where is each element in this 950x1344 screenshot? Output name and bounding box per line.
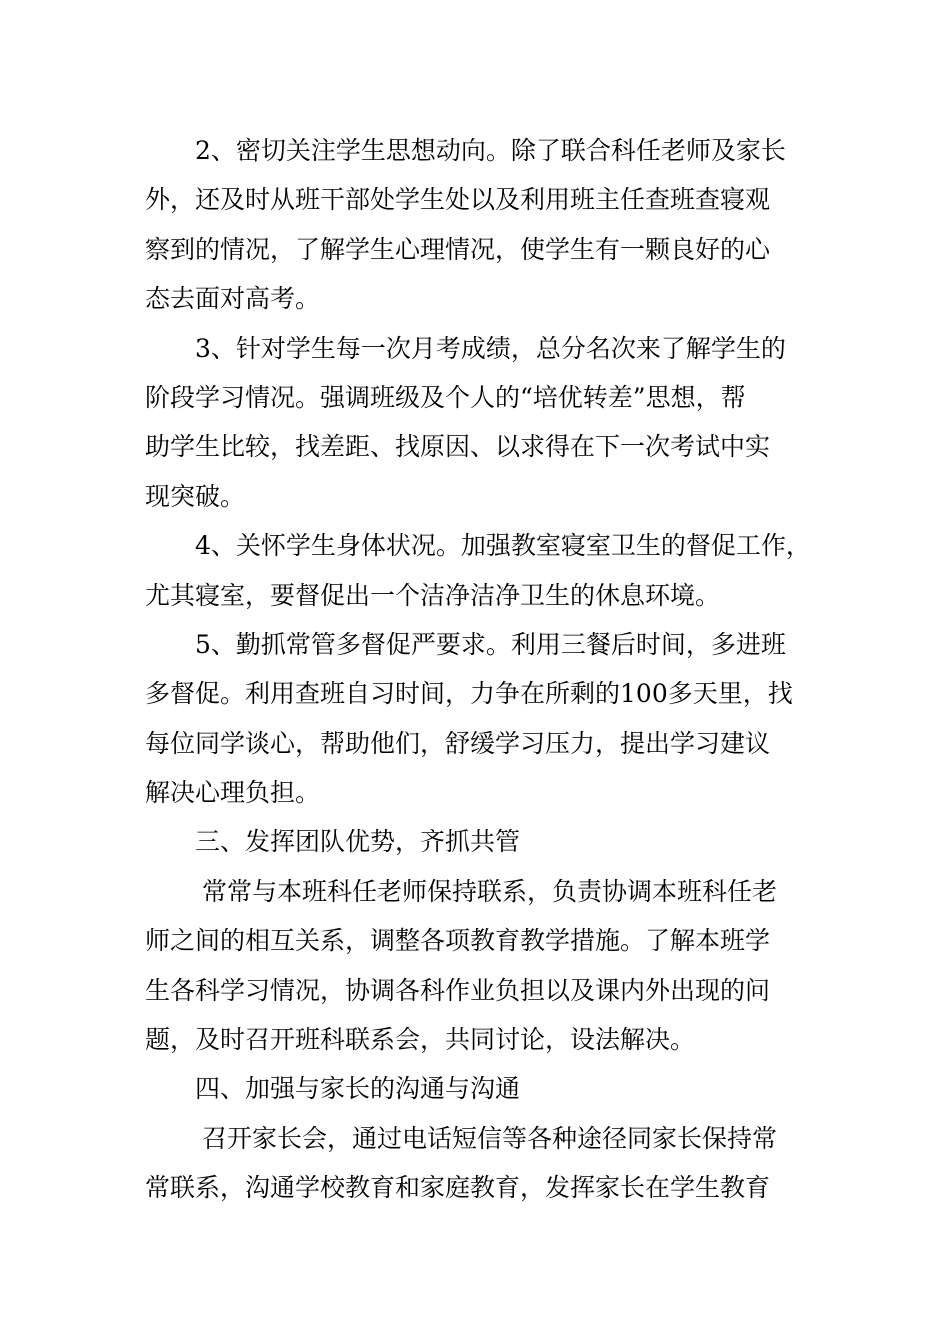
section-heading-3: 三、发挥团队优势，齐抓共管 — [195, 827, 521, 857]
paragraph-2-line-3: 察到的情况，了解学生心理情况，使学生有一颗良好的心 — [145, 234, 771, 264]
paragraph-3-line-1: 3、针对学生每一次月考成绩，总分名次来了解学生的 — [195, 333, 786, 363]
paragraph-5-line-4: 解决心理负担。 — [145, 778, 321, 808]
paragraph-2-line-4: 态去面对高考。 — [145, 284, 321, 314]
section-4-line-2: 常联系，沟通学校教育和家庭教育，发挥家长在学生教育 — [145, 1173, 771, 1203]
section-3-line-3: 生各科学习情况，协调各科作业负担以及课内外出现的问 — [145, 975, 771, 1005]
paragraph-2-line-2: 外，还及时从班干部处学生处以及利用班主任查班查寝观 — [145, 185, 771, 215]
paragraph-3-line-3: 助学生比较，找差距、找原因、以求得在下一次考试中实 — [145, 432, 771, 462]
section-heading-4: 四、加强与家长的沟通与沟通 — [195, 1074, 521, 1104]
paragraph-3-line-2: 阶段学习情况。强调班级及个人的“培优转差”思想，帮 — [145, 382, 746, 412]
section-4-line-1: 召开家长会，通过电话短信等各种途径同家长保持常 — [202, 1123, 778, 1153]
paragraph-5-line-1: 5、勤抓常管多督促严要求。利用三餐后时间，多进班 — [195, 629, 786, 659]
paragraph-3-line-4: 现突破。 — [145, 481, 246, 511]
paragraph-5-line-3: 每位同学谈心，帮助他们，舒缓学习压力，提出学习建议 — [145, 728, 771, 758]
paragraph-2-line-1: 2、密切关注学生思想动向。除了联合科任老师及家长 — [195, 136, 786, 165]
section-3-line-2: 师之间的相互关系，调整各项教育教学措施。了解本班学 — [145, 926, 771, 956]
section-3-line-4: 题，及时召开班科联系会，共同讨论，设法解决。 — [145, 1025, 696, 1055]
section-3-line-1: 常常与本班科任老师保持联系，负责协调本班科任老 — [202, 876, 778, 906]
paragraph-4-line-1: 4、关怀学生身体状况。加强教室寝室卫生的督促工作， — [195, 531, 811, 561]
paragraph-4-line-2: 尤其寝室，要督促出一个洁净洁净卫生的休息环境。 — [145, 580, 721, 610]
paragraph-5-line-2: 多督促。利用查班自习时间，力争在所剩的100多天里，找 — [145, 679, 793, 709]
document-body — [145, 126, 815, 1213]
